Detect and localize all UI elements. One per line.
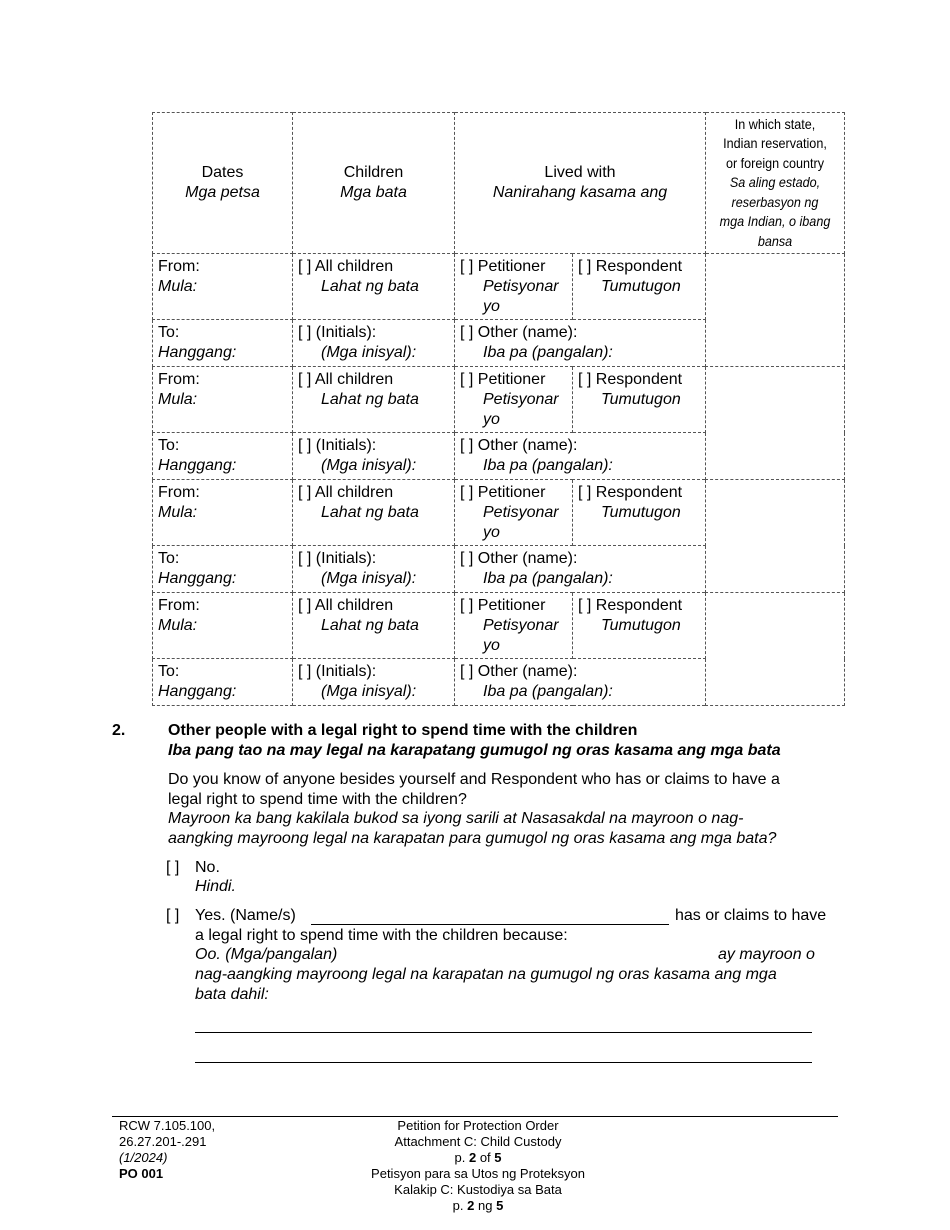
yes-label-tl-4: bata dahil: xyxy=(195,986,269,1003)
reason-input-line-1[interactable] xyxy=(195,1016,812,1033)
checkbox[interactable]: [ ] xyxy=(298,324,312,341)
yes-label-tl-1: Oo. (Mga/pangalan) xyxy=(195,946,338,963)
checkbox[interactable]: [ ] xyxy=(298,258,312,275)
row-from xyxy=(153,254,845,320)
checkbox[interactable]: [ ] xyxy=(460,484,474,501)
residence-history-table xyxy=(152,112,845,706)
respondent-option[interactable]: [ ] Respondent Tumutugon xyxy=(573,254,706,320)
checkbox[interactable]: [ ] xyxy=(298,437,312,454)
from-cell[interactable]: From: Mula: xyxy=(153,480,293,546)
petitioner-option[interactable]: [ ] Petitioner Petisyonar yo xyxy=(455,254,573,320)
checkbox[interactable]: [ ] xyxy=(460,663,474,680)
location-cell[interactable] xyxy=(706,593,845,706)
checkbox[interactable]: [ ] xyxy=(298,550,312,567)
reason-input-line-2[interactable] xyxy=(195,1046,812,1063)
to-cell[interactable]: To: Hanggang: xyxy=(153,659,293,706)
footer-center: Petition for Protection Order Attachment C: Child Custody p. 2 of 5 Petisyon para sa Utos ng Proteksyon Kalakip C: Kustodiya sa Bata p. 2 ng 5 xyxy=(328,1118,628,1214)
initials-option[interactable]: [ ] (Initials): (Mga inisyal): xyxy=(293,659,455,706)
row-from xyxy=(153,367,845,433)
table-header-row xyxy=(153,113,845,254)
row-from xyxy=(153,480,845,546)
checkbox[interactable]: [ ] xyxy=(298,371,312,388)
all-children-option[interactable]: [ ] All children Lahat ng bata xyxy=(293,480,455,546)
checkbox[interactable]: [ ] xyxy=(578,597,592,614)
section-number: 2. xyxy=(112,722,126,739)
from-cell[interactable]: From: Mula: xyxy=(153,254,293,320)
checkbox[interactable]: [ ] xyxy=(460,550,474,567)
checkbox[interactable]: [ ] xyxy=(298,484,312,501)
checkbox[interactable]: [ ] xyxy=(460,324,474,341)
yes-label-tl-3: nag-aangking mayroong legal na karapatan na gumugol ng oras kasama ang mga xyxy=(195,966,777,983)
all-children-option[interactable]: [ ] All children Lahat ng bata xyxy=(293,593,455,659)
checkbox[interactable]: [ ] xyxy=(460,597,474,614)
respondent-option[interactable]: [ ] Respondent Tumutugon xyxy=(573,480,706,546)
other-option[interactable]: [ ] Other (name): Iba pa (pangalan): xyxy=(455,433,706,480)
to-cell[interactable]: To: Hanggang: xyxy=(153,320,293,367)
section-title-tl: Iba pang tao na may legal na karapatang gumugol ng oras kasama ang mga bata xyxy=(168,742,781,759)
checkbox[interactable]: [ ] xyxy=(460,437,474,454)
question-en-line1: Do you know of anyone besides yourself and Respondent who has or claims to have a xyxy=(168,771,780,788)
all-children-option[interactable]: [ ] All children Lahat ng bata xyxy=(293,254,455,320)
names-input-line[interactable] xyxy=(311,908,669,925)
other-option[interactable]: [ ] Other (name): Iba pa (pangalan): xyxy=(455,320,706,367)
location-cell[interactable] xyxy=(706,254,845,367)
page-indicator-tl: p. 2 ng 5 xyxy=(452,1198,504,1213)
other-option[interactable]: [ ] Other (name): Iba pa (pangalan): xyxy=(455,659,706,706)
to-cell[interactable]: To: Hanggang: xyxy=(153,546,293,593)
question-tl-line2: aangking mayroong legal na karapatan para gumugol ng oras kasama ang mga bata? xyxy=(168,830,777,847)
respondent-option[interactable]: [ ] Respondent Tumutugon xyxy=(573,593,706,659)
row-from xyxy=(153,593,845,659)
respondent-option[interactable]: [ ] Respondent Tumutugon xyxy=(573,367,706,433)
petitioner-option[interactable]: [ ] Petitioner Petisyonar yo xyxy=(455,367,573,433)
location-cell[interactable] xyxy=(706,480,845,593)
checkbox[interactable]: [ ] xyxy=(578,258,592,275)
checkbox[interactable]: [ ] xyxy=(578,371,592,388)
checkbox[interactable]: [ ] xyxy=(298,597,312,614)
question-en-line2: legal right to spend time with the children? xyxy=(168,791,467,808)
yes-label-en: Yes. (Name/s) xyxy=(195,907,296,924)
question-tl-line1: Mayroon ka bang kakilala bukod sa iyong sarili at Nasasakdal na mayroon o nag- xyxy=(168,810,744,827)
other-option[interactable]: [ ] Other (name): Iba pa (pangalan): xyxy=(455,546,706,593)
all-children-option[interactable]: [ ] All children Lahat ng bata xyxy=(293,367,455,433)
petitioner-option[interactable]: [ ] Petitioner Petisyonar yo xyxy=(455,480,573,546)
header-children: Children Mga bata xyxy=(293,113,455,254)
yes-label-tl-2: ay mayroon o xyxy=(718,946,815,963)
initials-option[interactable]: [ ] (Initials): (Mga inisyal): xyxy=(293,320,455,367)
yes-label-en-line2: a legal right to spend time with the children because: xyxy=(195,927,568,944)
yes-checkbox[interactable]: [ ] xyxy=(166,907,180,924)
checkbox[interactable]: [ ] xyxy=(578,484,592,501)
initials-option[interactable]: [ ] (Initials): (Mga inisyal): xyxy=(293,433,455,480)
yes-label-en-tail: has or claims to have xyxy=(675,907,827,924)
from-cell[interactable]: From: Mula: xyxy=(153,593,293,659)
header-dates: Dates Mga petsa xyxy=(153,113,293,254)
petitioner-option[interactable]: [ ] Petitioner Petisyonar yo xyxy=(455,593,573,659)
checkbox[interactable]: [ ] xyxy=(460,371,474,388)
checkbox[interactable]: [ ] xyxy=(298,663,312,680)
no-checkbox[interactable]: [ ] xyxy=(166,859,180,876)
footer-left: RCW 7.105.100, 26.27.201-.291 (1/2024) PO 001 xyxy=(119,1118,216,1181)
section-title-en: Other people with a legal right to spend time with the children xyxy=(168,722,638,739)
checkbox[interactable]: [ ] xyxy=(460,258,474,275)
no-label-en: No. xyxy=(195,859,220,876)
no-label-tl: Hindi. xyxy=(195,878,236,895)
footer-divider xyxy=(112,1116,838,1117)
from-cell[interactable]: From: Mula: xyxy=(153,367,293,433)
to-cell[interactable]: To: Hanggang: xyxy=(153,433,293,480)
page-indicator-en: p. 2 of 5 xyxy=(454,1150,502,1165)
header-location: In which state, Indian reservation, or foreign country Sa aling estado, reserbasyon ng mga Indian, o ibang bansa xyxy=(706,113,845,254)
header-lived-with: Lived with Nanirahang kasama ang xyxy=(455,113,706,254)
initials-option[interactable]: [ ] (Initials): (Mga inisyal): xyxy=(293,546,455,593)
location-cell[interactable] xyxy=(706,367,845,480)
